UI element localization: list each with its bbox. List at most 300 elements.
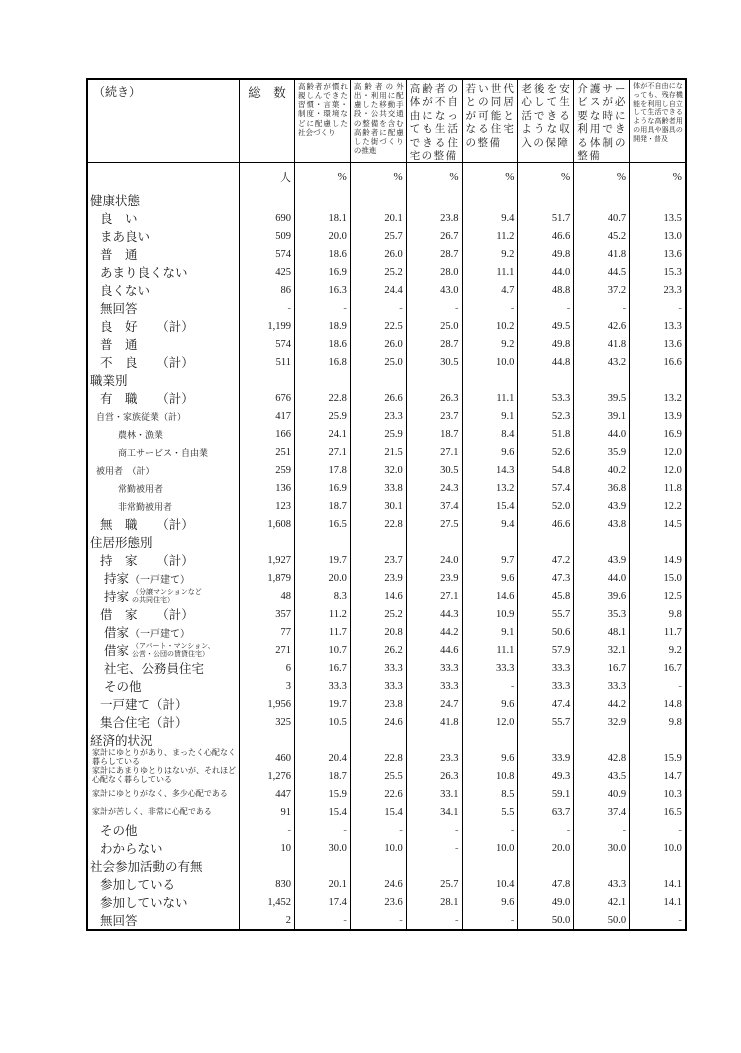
cell-total: 259 <box>239 461 294 479</box>
row-label-text: 無回答 <box>100 302 138 316</box>
row-label-note: （一戸建て） <box>130 628 191 640</box>
cell-percent: 11.2 <box>462 227 518 245</box>
cell-total: 77 <box>239 623 294 641</box>
cell-percent: 9.6 <box>462 749 518 767</box>
cell-total: 123 <box>239 497 294 515</box>
cell-total: 2 <box>239 911 294 929</box>
cell-percent: 23.8 <box>350 695 406 713</box>
cell-percent: 34.1 <box>406 803 462 821</box>
row-label-text: 無回答 <box>100 914 138 928</box>
row-label <box>88 623 239 641</box>
cell-percent: - <box>629 299 685 317</box>
cell-percent: 45.8 <box>517 587 573 605</box>
cell-percent <box>629 371 685 389</box>
cell-percent: 33.3 <box>406 677 462 695</box>
cell-percent: - <box>406 839 462 857</box>
cell-total: 574 <box>239 245 294 263</box>
row-label-text: 有 職 （計） <box>100 392 194 406</box>
cell-total <box>239 731 294 749</box>
cell-percent: 16.3 <box>294 281 350 299</box>
cell-percent <box>517 371 573 389</box>
cell-percent: 9.6 <box>462 893 518 911</box>
cell-percent <box>629 731 685 749</box>
cell-percent <box>294 191 350 209</box>
cell-percent: 9.6 <box>462 695 518 713</box>
unit-spacer <box>88 163 239 191</box>
cell-total: 1,608 <box>239 515 294 533</box>
section-header-row <box>88 731 685 749</box>
row-label <box>88 245 239 263</box>
cell-percent: 9.2 <box>462 335 518 353</box>
table-row <box>88 263 685 281</box>
cell-total <box>239 857 294 875</box>
unit-percent: % <box>462 163 518 191</box>
cell-total: 460 <box>239 749 294 767</box>
cell-percent: 10.3 <box>629 785 685 803</box>
cell-percent: 43.5 <box>573 767 629 785</box>
table-row <box>88 713 685 731</box>
cell-percent: 44.6 <box>406 641 462 659</box>
cell-percent <box>462 731 518 749</box>
row-label <box>88 605 239 623</box>
cell-percent: 43.3 <box>573 875 629 893</box>
cell-percent: 47.8 <box>517 875 573 893</box>
cell-percent: 15.4 <box>350 803 406 821</box>
cell-percent: 10.0 <box>462 353 518 371</box>
cell-percent: - <box>573 299 629 317</box>
cell-percent: - <box>573 821 629 839</box>
cell-percent: 11.7 <box>629 623 685 641</box>
cell-percent: 9.6 <box>462 569 518 587</box>
cell-total: 690 <box>239 209 294 227</box>
cell-total: 425 <box>239 263 294 281</box>
cell-percent: 24.3 <box>406 479 462 497</box>
cell-percent: 10.4 <box>462 875 518 893</box>
column-header: 体が不自由になっても、残存機能を利用し自立して生活できるような高齢者用の用具や器具の開発・普及 <box>629 80 685 163</box>
row-label-note: （アパート・マンション、 公営・公団の賃貸住宅） <box>132 641 215 658</box>
cell-percent: 16.7 <box>573 659 629 677</box>
section-header-row <box>88 191 685 209</box>
cell-percent: 43.9 <box>573 497 629 515</box>
cell-percent: 33.3 <box>350 677 406 695</box>
cell-percent: 44.0 <box>573 569 629 587</box>
table-body <box>88 191 685 929</box>
row-label <box>88 911 239 929</box>
row-label-text: 無 職 （計） <box>100 518 194 532</box>
cell-percent: 15.4 <box>294 803 350 821</box>
cell-percent: - <box>462 677 518 695</box>
cell-percent: 27.1 <box>406 587 462 605</box>
row-label-text: 借家 <box>104 626 130 640</box>
cell-percent: 28.1 <box>406 893 462 911</box>
cell-percent: 47.3 <box>517 569 573 587</box>
row-label <box>88 317 239 335</box>
header-row <box>88 80 685 163</box>
row-label <box>88 407 239 425</box>
cell-percent: 8.3 <box>294 587 350 605</box>
cell-percent: 52.6 <box>517 443 573 461</box>
cell-percent: 47.2 <box>517 551 573 569</box>
cell-percent: 25.0 <box>350 353 406 371</box>
row-label <box>88 569 239 587</box>
cell-percent: 53.3 <box>517 389 573 407</box>
table-row <box>88 605 685 623</box>
table-row <box>88 695 685 713</box>
cell-percent: 46.6 <box>517 515 573 533</box>
cell-percent: 26.3 <box>406 767 462 785</box>
table-row <box>88 335 685 353</box>
row-label-text: 良くない <box>100 284 151 298</box>
cell-percent: 20.0 <box>294 227 350 245</box>
cell-percent: 25.5 <box>350 767 406 785</box>
row-label <box>88 479 239 497</box>
cell-total: 509 <box>239 227 294 245</box>
cell-total: 86 <box>239 281 294 299</box>
unit-percent: % <box>573 163 629 191</box>
cell-percent: 11.7 <box>294 623 350 641</box>
cell-percent: 48.1 <box>573 623 629 641</box>
column-header: 老後を安心して生活できるような収入の保障 <box>517 80 573 163</box>
cell-total: 574 <box>239 335 294 353</box>
section-header-row <box>88 857 685 875</box>
table-row <box>88 641 685 659</box>
cell-percent: 16.6 <box>629 353 685 371</box>
row-label <box>88 209 239 227</box>
cell-percent <box>462 857 518 875</box>
table-row <box>88 353 685 371</box>
cell-percent: 41.8 <box>406 713 462 731</box>
row-label <box>88 353 239 371</box>
cell-percent: 44.2 <box>573 695 629 713</box>
cell-percent: 20.1 <box>350 209 406 227</box>
row-label-text: 農林・漁業 <box>118 429 164 440</box>
table-row <box>88 623 685 641</box>
column-header: 高齢者の体が不自由になっても生活できる住宅の整備 <box>406 80 462 163</box>
cell-percent: 16.9 <box>294 263 350 281</box>
table-row <box>88 767 685 785</box>
table-row <box>88 893 685 911</box>
table-row <box>88 389 685 407</box>
cell-percent: 17.4 <box>294 893 350 911</box>
row-label <box>88 713 239 731</box>
cell-percent: 33.8 <box>350 479 406 497</box>
cell-percent: 52.3 <box>517 407 573 425</box>
cell-percent: 10.0 <box>629 839 685 857</box>
cell-percent: 43.0 <box>406 281 462 299</box>
row-label-text: 普 通 <box>100 248 138 262</box>
cell-percent: 26.2 <box>350 641 406 659</box>
row-label-text: 不 良 （計） <box>100 356 194 370</box>
row-label-text: 家計が苦しく、非常に心配である <box>92 806 212 816</box>
row-label <box>88 335 239 353</box>
row-label-text: 持家 <box>104 590 130 604</box>
row-label <box>88 461 239 479</box>
cell-percent: 50.0 <box>573 911 629 929</box>
table-row <box>88 911 685 929</box>
table-row <box>88 479 685 497</box>
row-label-text: 持 家 （計） <box>100 554 194 568</box>
cell-percent: 26.3 <box>406 389 462 407</box>
cell-total: 271 <box>239 641 294 659</box>
cell-percent: 33.3 <box>517 677 573 695</box>
cell-percent: 39.1 <box>573 407 629 425</box>
cell-percent: 18.1 <box>294 209 350 227</box>
cell-percent: - <box>350 299 406 317</box>
cell-percent: 23.9 <box>350 569 406 587</box>
cell-percent: 57.9 <box>517 641 573 659</box>
column-header: 介護サービスが必要な時に利用できる体制の整備 <box>573 80 629 163</box>
cell-percent: 52.0 <box>517 497 573 515</box>
cell-total: 676 <box>239 389 294 407</box>
cell-percent: 15.9 <box>294 785 350 803</box>
cell-total: 1,879 <box>239 569 294 587</box>
cell-percent: 55.7 <box>517 605 573 623</box>
row-label <box>88 767 239 785</box>
cell-percent <box>406 857 462 875</box>
cell-percent: 4.7 <box>462 281 518 299</box>
cell-percent: 23.8 <box>406 209 462 227</box>
row-label-text: 普 通 <box>100 338 138 352</box>
cell-percent: 18.9 <box>294 317 350 335</box>
table-row <box>88 803 685 821</box>
cell-percent: 54.8 <box>517 461 573 479</box>
cell-percent: 14.9 <box>629 551 685 569</box>
cell-total: 1,276 <box>239 767 294 785</box>
cell-percent: 15.4 <box>462 497 518 515</box>
table-row <box>88 299 685 317</box>
cell-percent: 49.8 <box>517 245 573 263</box>
cell-percent: 33.3 <box>517 659 573 677</box>
cell-percent: 16.7 <box>629 659 685 677</box>
cell-percent: 50.0 <box>517 911 573 929</box>
row-label-text: 商工サービス・自由業 <box>118 447 209 458</box>
cell-percent: 25.2 <box>350 263 406 281</box>
cell-percent: 26.6 <box>350 389 406 407</box>
row-label <box>88 515 239 533</box>
cell-percent: 50.6 <box>517 623 573 641</box>
cell-percent: 25.9 <box>294 407 350 425</box>
cell-percent: 5.5 <box>462 803 518 821</box>
cell-percent: 20.0 <box>517 839 573 857</box>
cell-percent: 14.6 <box>462 587 518 605</box>
cell-percent: 44.3 <box>406 605 462 623</box>
section-title: 住居形態別 <box>90 536 153 550</box>
cell-percent: 23.7 <box>406 407 462 425</box>
unit-percent: % <box>294 163 350 191</box>
cell-percent <box>517 731 573 749</box>
cell-percent <box>294 731 350 749</box>
table-row <box>88 497 685 515</box>
cell-percent <box>406 191 462 209</box>
cell-total: 447 <box>239 785 294 803</box>
cell-percent <box>629 857 685 875</box>
table-row <box>88 821 685 839</box>
cell-percent: 28.7 <box>406 335 462 353</box>
cell-percent: 47.4 <box>517 695 573 713</box>
cell-percent: - <box>350 821 406 839</box>
table-row <box>88 245 685 263</box>
cell-percent: 15.0 <box>629 569 685 587</box>
row-label <box>88 659 239 677</box>
table-row <box>88 209 685 227</box>
cell-percent: 14.5 <box>629 515 685 533</box>
cell-percent <box>294 371 350 389</box>
cell-percent: - <box>294 821 350 839</box>
cell-total <box>239 191 294 209</box>
cell-percent: 44.5 <box>573 263 629 281</box>
cell-percent: 41.8 <box>573 335 629 353</box>
cell-percent: 25.2 <box>350 605 406 623</box>
row-label-text: 被用者 （計） <box>96 465 155 476</box>
cell-percent: 24.1 <box>294 425 350 443</box>
row-label-text: あまり良くない <box>100 266 188 280</box>
cell-percent: 12.0 <box>629 443 685 461</box>
cell-percent <box>462 371 518 389</box>
row-label <box>88 227 239 245</box>
cell-percent: 44.8 <box>517 353 573 371</box>
table-row <box>88 749 685 767</box>
row-label <box>88 497 239 515</box>
cell-percent: 9.4 <box>462 209 518 227</box>
row-label-text: 一戸建て（計） <box>100 698 188 712</box>
cell-percent: 22.8 <box>350 515 406 533</box>
cell-total: 357 <box>239 605 294 623</box>
cell-percent: 16.5 <box>629 803 685 821</box>
column-header: 高齢者が慣れ親しんできた習慣・言葉・制度・環境などに配慮した社会づくり <box>294 80 350 163</box>
cell-percent: 33.3 <box>406 659 462 677</box>
cell-percent: 8.5 <box>462 785 518 803</box>
cell-percent: 10.5 <box>294 713 350 731</box>
cell-percent: 26.0 <box>350 245 406 263</box>
column-header: 若い世代との同居が可能となる住宅の整備 <box>462 80 518 163</box>
cell-total: 91 <box>239 803 294 821</box>
table-row <box>88 227 685 245</box>
cell-percent: 9.8 <box>629 713 685 731</box>
cell-percent: 36.8 <box>573 479 629 497</box>
row-label-text: 参加していない <box>100 896 188 910</box>
row-label <box>88 785 239 803</box>
row-label <box>88 641 239 659</box>
cell-percent: - <box>629 821 685 839</box>
cell-percent: 59.1 <box>517 785 573 803</box>
cell-percent: 32.1 <box>573 641 629 659</box>
table-row <box>88 839 685 857</box>
cell-percent: 27.1 <box>294 443 350 461</box>
cell-percent: 42.8 <box>573 749 629 767</box>
cell-percent: 18.7 <box>294 497 350 515</box>
cell-total: 10 <box>239 839 294 857</box>
row-label <box>88 821 239 839</box>
table-row <box>88 587 685 605</box>
cell-percent: 44.0 <box>517 263 573 281</box>
row-label <box>88 749 239 767</box>
cell-percent: 9.2 <box>462 245 518 263</box>
cell-total <box>239 533 294 551</box>
table-row <box>88 569 685 587</box>
cell-percent: 23.3 <box>629 281 685 299</box>
cell-percent: 45.2 <box>573 227 629 245</box>
cell-percent: 49.0 <box>517 893 573 911</box>
cell-total: 325 <box>239 713 294 731</box>
unit-person: 人 <box>239 163 294 191</box>
cell-percent: 10.0 <box>350 839 406 857</box>
cell-percent: 16.9 <box>294 479 350 497</box>
cell-percent: - <box>517 821 573 839</box>
cell-percent: - <box>294 299 350 317</box>
cell-percent: 13.6 <box>629 245 685 263</box>
cell-total: 136 <box>239 479 294 497</box>
cell-percent: 9.1 <box>462 623 518 641</box>
cell-percent: 43.8 <box>573 515 629 533</box>
row-label-text: まあ良い <box>100 230 151 244</box>
cell-percent: 39.5 <box>573 389 629 407</box>
cell-percent: 42.6 <box>573 317 629 335</box>
cell-percent: 43.2 <box>573 353 629 371</box>
cell-percent: 40.2 <box>573 461 629 479</box>
row-label <box>88 803 239 821</box>
cell-percent: 37.2 <box>573 281 629 299</box>
cell-percent: 17.8 <box>294 461 350 479</box>
cell-percent: 26.0 <box>350 335 406 353</box>
row-label-text: 家計にゆとりがあり、まったく心配なく暮らしている <box>92 748 236 766</box>
cell-total: 1,199 <box>239 317 294 335</box>
cell-percent: 41.8 <box>573 245 629 263</box>
cell-percent: 8.4 <box>462 425 518 443</box>
cell-percent <box>629 533 685 551</box>
cell-total: - <box>239 821 294 839</box>
cell-percent: 19.7 <box>294 695 350 713</box>
cell-percent: 49.5 <box>517 317 573 335</box>
cell-total: 48 <box>239 587 294 605</box>
cell-percent: 40.7 <box>573 209 629 227</box>
cell-percent: 33.3 <box>350 659 406 677</box>
cell-percent: 13.3 <box>629 317 685 335</box>
cell-percent: 9.4 <box>462 515 518 533</box>
cell-percent: 22.5 <box>350 317 406 335</box>
row-label-text: 借家 <box>104 644 130 658</box>
cell-percent: 57.4 <box>517 479 573 497</box>
row-label-text: 社宅、公務員住宅 <box>104 662 205 676</box>
cell-percent: 20.0 <box>294 569 350 587</box>
cell-percent: 20.8 <box>350 623 406 641</box>
row-label-text: 参加している <box>100 878 176 892</box>
cell-percent <box>573 533 629 551</box>
cell-percent: 32.0 <box>350 461 406 479</box>
cell-percent: 20.4 <box>294 749 350 767</box>
table-row <box>88 317 685 335</box>
cell-total: 3 <box>239 677 294 695</box>
row-label <box>88 425 239 443</box>
cell-percent <box>573 857 629 875</box>
cell-percent: 49.3 <box>517 767 573 785</box>
section-title: 職業別 <box>90 374 128 388</box>
cell-percent: 14.7 <box>629 767 685 785</box>
cell-percent <box>462 533 518 551</box>
cell-percent: 18.7 <box>406 425 462 443</box>
row-label-text: 集合住宅（計） <box>100 716 188 730</box>
table-row <box>88 425 685 443</box>
row-label <box>88 677 239 695</box>
table-row <box>88 785 685 803</box>
row-label-text: 良 い <box>100 212 138 226</box>
table-row <box>88 407 685 425</box>
row-label <box>88 587 239 605</box>
cell-percent: 13.5 <box>629 209 685 227</box>
cell-percent: 23.3 <box>406 749 462 767</box>
cell-percent: - <box>350 911 406 929</box>
cell-percent: 30.5 <box>406 461 462 479</box>
row-label <box>88 281 239 299</box>
